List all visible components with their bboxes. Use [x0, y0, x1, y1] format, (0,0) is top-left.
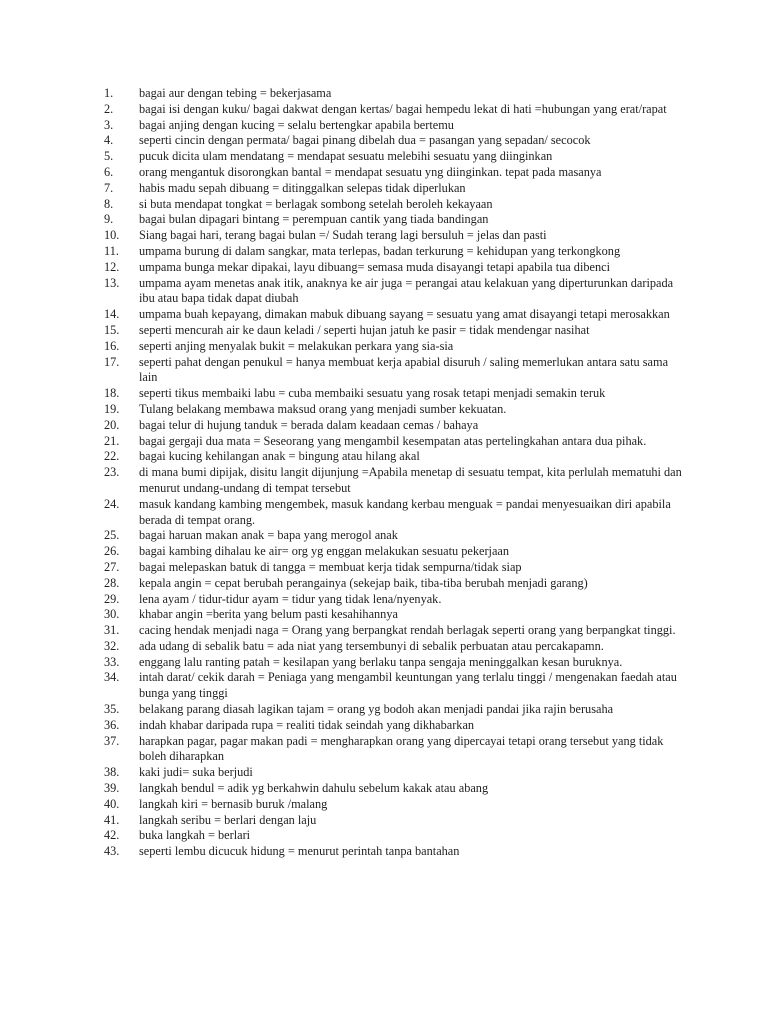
list-item-number: 43. — [104, 844, 120, 859]
list-item-number: 3. — [104, 117, 114, 132]
list-item-text: umpama ayam menetas anak itik, anaknya ke air juga = perangai atau kelakuan yang diperturunkan daripada ibu atau bapa tidak dapat diubah — [139, 275, 674, 306]
list-item — [104, 734, 684, 766]
list-item — [104, 181, 684, 197]
list-item — [104, 386, 684, 402]
list-item-text: buka langkah = berlari — [139, 828, 251, 843]
list-item-number: 11. — [104, 243, 119, 258]
list-item — [104, 355, 684, 387]
list-item-number: 27. — [104, 559, 120, 574]
list-item-number: 10. — [104, 228, 120, 243]
list-item — [104, 813, 684, 829]
list-item-text: si buta mendapat tongkat = berlagak sombong setelah beroleh kekayaan — [139, 196, 493, 211]
list-item — [104, 133, 684, 149]
list-item-text: umpama bunga mekar dipakai, layu dibuang= semasa muda disayangi tetapi apabila tua dibenci — [139, 259, 610, 274]
list-item — [104, 718, 684, 734]
list-item — [104, 339, 684, 355]
list-item-text: seperti tikus membaiki labu = cuba membaiki sesuatu yang rosak tetapi menjadi semakin teruk — [139, 386, 606, 401]
list-item-number: 32. — [104, 638, 120, 653]
list-item — [104, 623, 684, 639]
list-item-number: 19. — [104, 401, 120, 416]
list-item — [104, 765, 684, 781]
list-item — [104, 655, 684, 671]
list-item — [104, 244, 684, 260]
list-item — [104, 102, 684, 118]
list-item — [104, 260, 684, 276]
list-item — [104, 86, 684, 102]
list-item-number: 33. — [104, 654, 120, 669]
list-item — [104, 497, 684, 529]
list-item — [104, 149, 684, 165]
list-item — [104, 307, 684, 323]
list-item-text: bagai kucing kehilangan anak = bingung atau hilang akal — [139, 449, 420, 464]
list-item — [104, 607, 684, 623]
list-item-text: pucuk dicita ulam mendatang = mendapat sesuatu melebihi sesuatu yang diinginkan — [139, 149, 553, 164]
list-item-number: 30. — [104, 607, 120, 622]
list-item-text: langkah seribu = berlari dengan laju — [139, 812, 317, 827]
list-item-text: lena ayam / tidur-tidur ayam = tidur yang tidak lena/nyenyak. — [139, 591, 442, 606]
list-item-number: 39. — [104, 781, 120, 796]
list-item — [104, 797, 684, 813]
list-item — [104, 592, 684, 608]
list-item — [104, 670, 684, 702]
list-item — [104, 434, 684, 450]
list-item-number: 1. — [104, 86, 114, 100]
list-item — [104, 528, 684, 544]
list-item — [104, 418, 684, 434]
list-item-text: bagai gergaji dua mata = Seseorang yang mengambil kesempatan atas pertelingkahan antara dua pihak. — [139, 433, 647, 448]
list-item-number: 41. — [104, 812, 120, 827]
list-item-number: 16. — [104, 338, 120, 353]
list-item — [104, 165, 684, 181]
list-item — [104, 276, 684, 308]
list-item-number: 37. — [104, 733, 120, 748]
list-item — [104, 544, 684, 560]
list-item-number: 7. — [104, 180, 114, 195]
list-item-text: bagai haruan makan anak = bapa yang merogol anak — [139, 528, 398, 543]
list-item — [104, 465, 684, 497]
list-item — [104, 197, 684, 213]
list-item-text: kepala angin = cepat berubah perangainya (sekejap baik, tiba-tiba berubah menjadi garang) — [139, 575, 588, 590]
list-item-number: 8. — [104, 196, 114, 211]
list-item-text: cacing hendak menjadi naga = Orang yang berpangkat rendah berlagak seperti orang yang berpangkat tinggi. — [139, 623, 676, 638]
list-item-text: seperti pahat dengan penukul = hanya membuat kerja apabial disuruh / saling memerlukan antara satu sama lain — [139, 354, 669, 385]
list-item — [104, 828, 684, 844]
list-item — [104, 212, 684, 228]
list-item-text: belakang parang diasah lagikan tajam = orang yg bodoh akan menjadi pandai jika rajin berusaha — [139, 702, 614, 717]
list-item-number: 9. — [104, 212, 114, 227]
list-item-number: 14. — [104, 307, 120, 322]
list-item-number: 31. — [104, 623, 120, 638]
list-item-text: harapkan pagar, pagar makan padi = mengharapkan orang yang dipercayai tetapi orang tersebut yang tidak boleh diharapkan — [139, 733, 664, 764]
list-item-number: 23. — [104, 465, 120, 480]
list-item-number: 2. — [104, 101, 114, 116]
list-item — [104, 323, 684, 339]
list-item-number: 40. — [104, 796, 120, 811]
list-item-number: 13. — [104, 275, 120, 290]
list-item-text: khabar angin =berita yang belum pasti kesahihannya — [139, 607, 398, 622]
list-item-number: 42. — [104, 828, 120, 843]
list-item — [104, 118, 684, 134]
list-item-text: seperti anjing menyalak bukit = melakukan perkara yang sia-sia — [139, 338, 454, 353]
list-item-text: Tulang belakang membawa maksud orang yang menjadi sumber kekuatan. — [139, 401, 507, 416]
list-item-number: 34. — [104, 670, 120, 685]
list-item — [104, 844, 684, 860]
list-item-number: 36. — [104, 717, 120, 732]
list-item-number: 24. — [104, 496, 120, 511]
list-item-number: 4. — [104, 133, 114, 148]
list-item-number: 29. — [104, 591, 120, 606]
list-item-text: ada udang di sebalik batu = ada niat yang tersembunyi di sebalik perbuatan atau percakapamn. — [139, 638, 604, 653]
list-item — [104, 781, 684, 797]
list-item-text: langkah kiri = bernasib buruk /malang — [139, 796, 328, 811]
proverb-list — [104, 86, 684, 860]
list-item-number: 5. — [104, 149, 114, 164]
list-item-number: 25. — [104, 528, 120, 543]
list-item-text: langkah bendul = adik yg berkahwin dahulu sebelum kakak atau abang — [139, 781, 489, 796]
list-item-text: umpama burung di dalam sangkar, mata terlepas, badan terkurung = kehidupan yang terkongkong — [139, 243, 621, 258]
list-item — [104, 449, 684, 465]
list-item-text: seperti cincin dengan permata/ bagai pinang dibelah dua = pasangan yang sepadan/ secocok — [139, 133, 591, 148]
list-item-text: seperti mencurah air ke daun keladi / seperti hujan jatuh ke pasir = tidak mendengar nasihat — [139, 322, 590, 337]
list-item-text: seperti lembu dicucuk hidung = menurut perintah tanpa bantahan — [139, 844, 460, 859]
list-item-text: bagai melepaskan batuk di tangga = membuat kerja tidak sempurna/tidak siap — [139, 559, 522, 574]
list-item-text: bagai isi dengan kuku/ bagai dakwat dengan kertas/ bagai hempedu lekat di hati =hubungan yang erat/rapat — [139, 101, 667, 116]
list-item-text: indah khabar daripada rupa = realiti tidak seindah yang dikhabarkan — [139, 717, 475, 732]
list-item-number: 18. — [104, 386, 120, 401]
list-item — [104, 576, 684, 592]
list-item-number: 12. — [104, 259, 120, 274]
list-item-text: kaki judi= suka berjudi — [139, 765, 253, 780]
list-item-text: enggang lalu ranting patah = kesilapan yang berlaku tanpa sengaja meninggalkan kesan buruknya. — [139, 654, 623, 669]
list-item-number: 35. — [104, 702, 120, 717]
list-item-text: umpama buah kepayang, dimakan mabuk dibuang sayang = sesuatu yang amat disayangi tetapi merosakkan — [139, 307, 670, 322]
list-item — [104, 639, 684, 655]
list-item-text: bagai anjing dengan kucing = selalu bertengkar apabila bertemu — [139, 117, 454, 132]
list-item-number: 17. — [104, 354, 120, 369]
list-item-number: 21. — [104, 433, 120, 448]
list-item — [104, 228, 684, 244]
list-item-text: habis madu sepah dibuang = ditinggalkan selepas tidak diperlukan — [139, 180, 466, 195]
list-item-number: 22. — [104, 449, 120, 464]
list-item-text: Siang bagai hari, terang bagai bulan =/ Sudah terang lagi bersuluh = jelas dan pasti — [139, 228, 547, 243]
list-item-number: 28. — [104, 575, 120, 590]
list-item-text: di mana bumi dipijak, disitu langit dijunjung =Apabila menetap di sesuatu tempat, kita perlulah mematuhi dan menurut undang-undang di tempat tersebut — [139, 465, 682, 495]
list-item-number: 38. — [104, 765, 120, 780]
list-item-text: bagai kambing dihalau ke air= org yg enggan melakukan sesuatu pekerjaan — [139, 544, 510, 559]
list-item-text: intah darat/ cekik darah = Peniaga yang mengambil keuntungan yang terlalu tinggi / mengenakan faedah atau bunga yang tinggi — [139, 670, 677, 701]
list-item-number: 15. — [104, 322, 120, 337]
list-item — [104, 702, 684, 718]
list-item — [104, 402, 684, 418]
list-item-text: bagai bulan dipagari bintang = perempuan cantik yang tiada bandingan — [139, 212, 489, 227]
list-item — [104, 560, 684, 576]
list-item-text: orang mengantuk disorongkan bantal = mendapat sesuatu yng diinginkan. tepat pada masanya — [139, 164, 602, 179]
list-item-number: 26. — [104, 544, 120, 559]
list-item-text: masuk kandang kambing mengembek, masuk kandang kerbau menguak = pandai menyesuaikan diri apabila berada di tempat orang. — [139, 496, 671, 527]
list-item-text: bagai telur di hujung tanduk = berada dalam keadaan cemas / bahaya — [139, 417, 479, 432]
list-item-number: 20. — [104, 417, 120, 432]
list-item-number: 6. — [104, 164, 114, 179]
list-item-text: bagai aur dengan tebing = bekerjasama — [139, 86, 332, 100]
